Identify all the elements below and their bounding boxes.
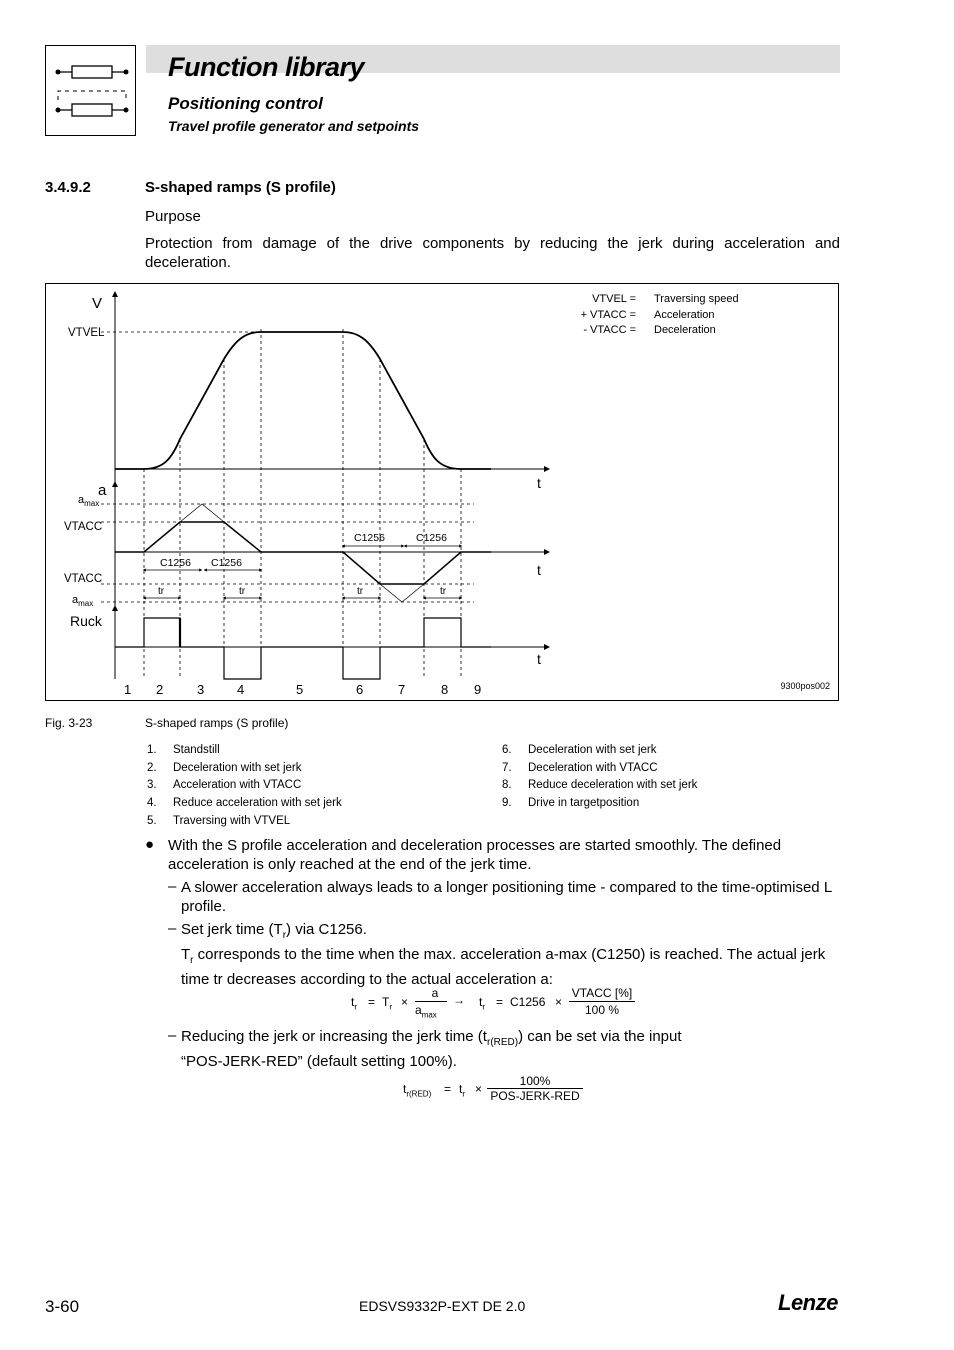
document-id: EDSVS9332P-EXT DE 2.0 bbox=[359, 1298, 526, 1314]
phase-number: 8 bbox=[441, 682, 449, 697]
figure-caption: S-shaped ramps (S profile) bbox=[145, 716, 289, 730]
acceleration-peak-thin bbox=[180, 504, 424, 602]
section-title: S-shaped ramps (S profile) bbox=[145, 179, 336, 196]
phase-number: 6 bbox=[356, 682, 364, 697]
label-c1256: C1256 bbox=[416, 532, 447, 544]
label-c1256: C1256 bbox=[354, 532, 385, 544]
dash-marker: – bbox=[168, 920, 177, 937]
phase-number: 1 bbox=[124, 682, 132, 697]
axis-label-v: V bbox=[92, 295, 103, 312]
section-number: 3.4.9.2 bbox=[45, 179, 91, 196]
bullet-icon: ● bbox=[145, 836, 155, 853]
page-number: 3-60 bbox=[45, 1297, 80, 1316]
function-block-icon bbox=[46, 46, 135, 135]
phase-numbers bbox=[124, 682, 481, 697]
header-icon-box bbox=[45, 45, 136, 136]
label-amax-top: $a_{max}$ bbox=[78, 494, 100, 508]
label-c1256: C1256 bbox=[160, 557, 191, 569]
phase-number: 4 bbox=[237, 682, 245, 697]
phase-number: 2 bbox=[156, 682, 164, 697]
purpose-label: Purpose bbox=[145, 208, 201, 225]
dash-marker: – bbox=[168, 1027, 177, 1044]
label-c1256: C1256 bbox=[211, 557, 242, 569]
purpose-text: Protection from damage of the drive components by reducing the jerk during acceleration and deceleration. bbox=[145, 235, 840, 271]
velocity-curve bbox=[115, 332, 491, 469]
page-subsubtitle: Travel profile generator and setpoints bbox=[168, 118, 420, 134]
label-vtacc-bottom: VTACC bbox=[64, 573, 103, 585]
axis-label-ruck: Ruck bbox=[70, 613, 102, 629]
bullet-text: With the S profile acceleration and deceleration processes are started smoothly. The defined acceleration is only reached at the end of the jerk time. bbox=[168, 837, 782, 873]
axis-label-t-v: t bbox=[537, 475, 541, 491]
item-slower-acceleration: A slower acceleration always leads to a longer positioning time - compared to the time-optimised L profile. bbox=[181, 879, 832, 915]
axis-label-a: a bbox=[98, 482, 107, 499]
figure-legend bbox=[581, 293, 739, 336]
item-jerk-time: Set jerk time $(T_r)$ via C1256. $T_r$ corresponds to the time when the max. acceleration a-max (C1250) is reached. The actual jerk time tr decreases according to the actual acceleration a: bbox=[181, 921, 826, 988]
axis-label-t-a: t bbox=[537, 562, 541, 578]
label-vtacc-top: VTACC bbox=[64, 521, 103, 533]
phase-number: 9 bbox=[474, 682, 482, 697]
s-profile-figure bbox=[45, 283, 839, 701]
legend-value: Traversing speed bbox=[654, 293, 739, 305]
dash-marker: – bbox=[168, 878, 177, 895]
figure-number: Fig. 3-23 bbox=[45, 716, 93, 730]
label-vtvel: VTVEL bbox=[68, 327, 105, 339]
legend-value: Deceleration bbox=[654, 324, 716, 336]
jerk-curve bbox=[115, 618, 491, 679]
phase-number: 5 bbox=[296, 682, 304, 697]
s-profile-diagram bbox=[46, 284, 838, 700]
lenze-logo: Lenze bbox=[778, 1290, 838, 1315]
label-amax-bottom: $a_{max}$ bbox=[72, 594, 94, 608]
dimension-arrows bbox=[145, 546, 460, 598]
legend-value: Acceleration bbox=[654, 309, 715, 321]
legend-key: VTVEL = bbox=[592, 293, 636, 305]
figure-code: 9300pos002 bbox=[780, 681, 830, 691]
phase-number: 7 bbox=[398, 682, 406, 697]
item-jerk-reduction: Reducing the jerk or increasing the jerk time $(t_{r(RED)})$ can be set via the input “POS-JERK-RED” (default setting 100%). bbox=[181, 1028, 682, 1070]
label-tr: tr bbox=[158, 586, 165, 597]
page-subtitle: Positioning control bbox=[168, 94, 323, 113]
label-tr: tr bbox=[440, 586, 447, 597]
label-tr: tr bbox=[239, 586, 246, 597]
legend-key: + VTACC = bbox=[580, 309, 636, 321]
page-title: Function library bbox=[168, 52, 365, 82]
legend-key: - VTACC = bbox=[583, 324, 636, 336]
phase-number: 3 bbox=[197, 682, 205, 697]
axis-label-t-ruck: t bbox=[537, 651, 541, 667]
label-tr: tr bbox=[357, 586, 364, 597]
